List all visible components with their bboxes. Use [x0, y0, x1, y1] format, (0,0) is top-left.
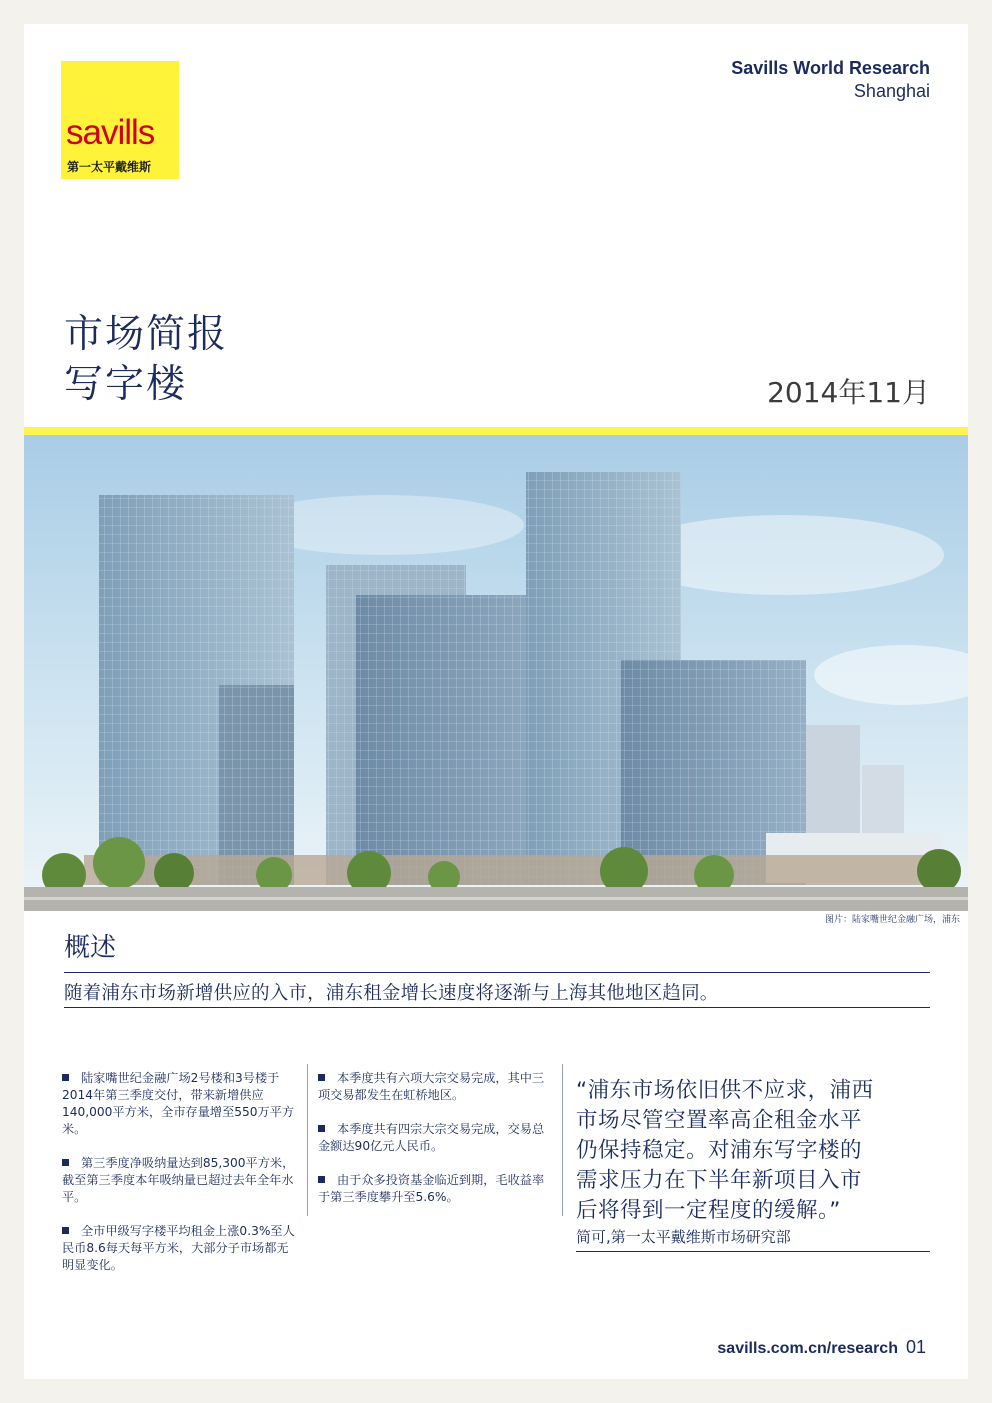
photo-caption: 图片：陆家嘴世纪金融广场，浦东	[824, 915, 960, 925]
bullet-square-icon	[318, 1125, 325, 1132]
bullet-item	[318, 1070, 556, 1104]
issue-date: 2014年11月	[767, 376, 930, 409]
bullet-item	[318, 1121, 556, 1155]
bullet-square-icon	[62, 1159, 69, 1166]
page-number: 01	[905, 1337, 926, 1357]
overview-summary: 随着浦东市场新增供应的入市，浦东租金增长速度将逐渐与上海其他地区趋同。	[64, 983, 719, 1004]
bullet-text: 本季度共有四宗大宗交易完成，交易总金额达90亿元人民币。	[318, 1122, 545, 1153]
bullet-item	[62, 1223, 300, 1274]
office-towers-illustration	[24, 435, 968, 911]
report-title-line1: 市场简报	[64, 312, 229, 357]
report-page	[24, 24, 968, 1379]
column-divider	[562, 1064, 563, 1216]
quote-line: “浦东市场依旧供不应求，浦西	[576, 1078, 874, 1103]
footer-url-link[interactable]: savills.com.cn/research	[717, 1340, 898, 1357]
logo-chinese-name: 第一太平戴维斯	[67, 160, 152, 174]
bullet-item	[318, 1172, 556, 1206]
footer	[717, 1337, 926, 1358]
brand-block	[731, 58, 930, 102]
quote-line: 需求压力在下半年新项目入市	[576, 1168, 863, 1193]
bullet-item	[62, 1155, 300, 1206]
bullet-column-1	[62, 1070, 300, 1291]
column-divider	[307, 1064, 308, 1216]
summary-rule-bottom	[64, 1007, 930, 1008]
bullet-square-icon	[318, 1074, 325, 1081]
bullet-square-icon	[318, 1176, 325, 1183]
quote-line: 仍保持稳定。对浦东写字楼的	[576, 1138, 863, 1163]
quote-rule	[576, 1251, 930, 1252]
report-title	[64, 310, 228, 410]
bullet-item	[62, 1070, 300, 1138]
bullet-square-icon	[62, 1074, 69, 1081]
quote-line: 市场尽管空置率高企租金水平	[576, 1108, 863, 1133]
brand-title: Savills World Research	[731, 58, 930, 78]
savills-logo	[61, 61, 179, 179]
bullet-column-2	[318, 1070, 556, 1223]
bullet-text: 全市甲级写字楼平均租金上涨0.3%至人民币8.6每天每平方米，大部分子市场都无明显变化。	[62, 1224, 295, 1272]
quote-line: 后将得到一定程度的缓解。”	[576, 1198, 841, 1223]
bullet-square-icon	[62, 1227, 69, 1234]
bullet-text: 第三季度净吸纳量达到85,300平方米，截至第三季度本年吸纳量已超过去年全年水平。	[62, 1156, 295, 1204]
summary-rule-top	[64, 972, 930, 973]
bullet-text: 陆家嘴世纪金融广场2号楼和3号楼于2014年第三季度交付，带来新增供应140,000平方米，全市存量增至550万平方米。	[62, 1071, 295, 1136]
hero-photo	[24, 435, 968, 911]
logo-wordmark: savills	[66, 113, 155, 152]
overview-heading: 概述	[64, 933, 117, 963]
quote-attribution: 简可,第一太平戴维斯市场研究部	[576, 1228, 791, 1246]
bullet-text: 本季度共有六项大宗交易完成，其中三项交易都发生在虹桥地区。	[318, 1071, 545, 1102]
bullet-text: 由于众多投资基金临近到期，毛收益率于第三季度攀升至5.6%。	[318, 1173, 545, 1204]
brand-city: Shanghai	[853, 81, 930, 101]
pull-quote	[576, 1076, 956, 1226]
yellow-divider	[24, 427, 968, 435]
report-title-line2: 写字楼	[64, 362, 188, 407]
